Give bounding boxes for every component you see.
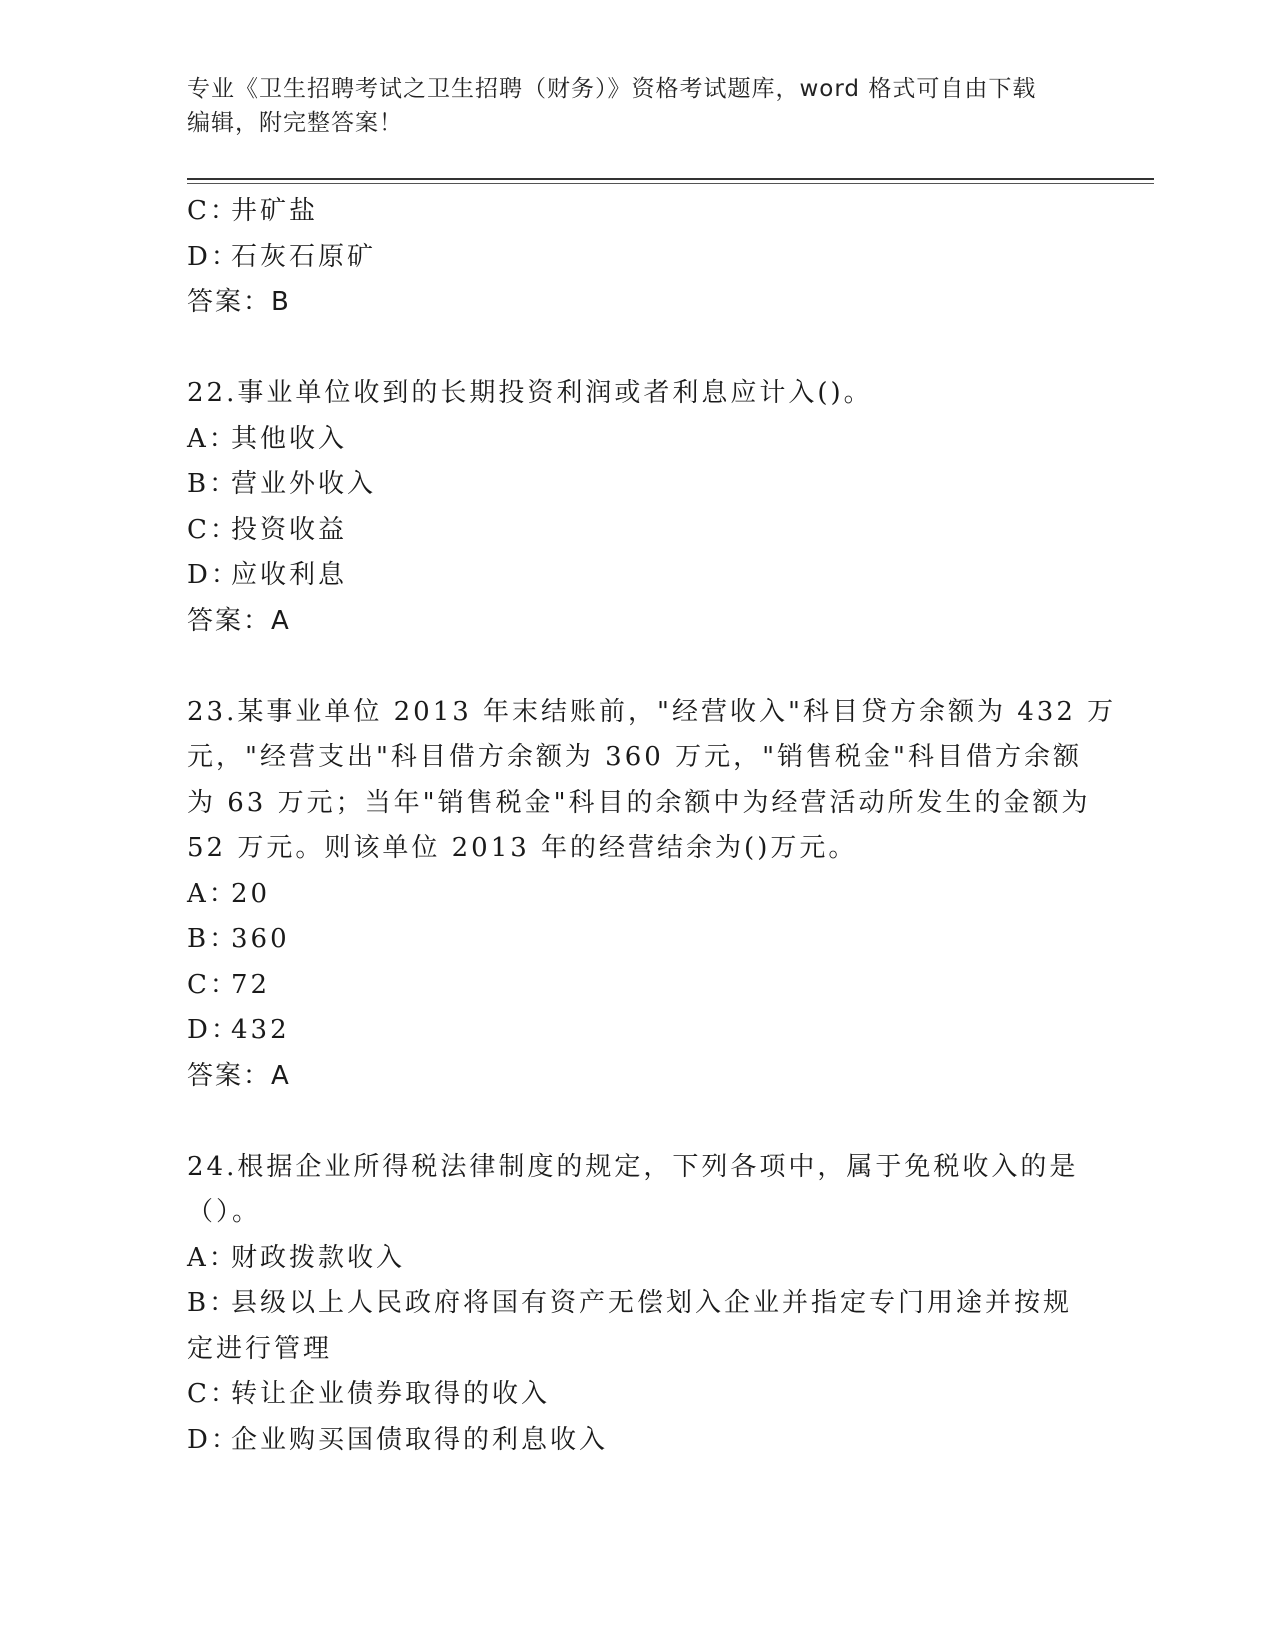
- option-text: 石灰石原矿: [231, 241, 377, 272]
- option-key: A：: [187, 423, 238, 454]
- option-text: 营业外收入: [231, 469, 377, 499]
- option-b-continuation: 定进行管理: [187, 1333, 333, 1364]
- question-stem-line: （）。: [187, 1197, 262, 1227]
- option-text: 360: [231, 924, 290, 954]
- answer-label: 答案：A: [187, 605, 291, 636]
- question-21-tail: [187, 189, 1087, 326]
- option-a: [187, 1236, 1087, 1282]
- question-stem-line: 元，"经营支出"科目借方余额为 360 万元，"销售税金"科目借方余额: [187, 742, 1082, 772]
- option-d: [187, 235, 1087, 281]
- header-divider-thick: [187, 178, 1154, 180]
- option-key: C：: [187, 196, 239, 226]
- option-text: 转让企业债券取得的收入: [231, 1379, 551, 1409]
- option-text: 县级以上人民政府将国有资产无偿划入企业并指定专门用途并按规: [231, 1288, 1073, 1318]
- spacer: [187, 1099, 1087, 1145]
- question-stem-line: 为 63 万元；当年"销售税金"科目的余额中为经营活动所发生的金额为: [187, 787, 1091, 818]
- option-c: [187, 963, 1087, 1009]
- option-key: D：: [187, 241, 240, 272]
- option-key: A：: [187, 1242, 238, 1273]
- option-c: [187, 1372, 1087, 1418]
- option-key: A：: [187, 878, 238, 909]
- option-key: C：: [187, 514, 239, 545]
- option-d: [187, 553, 1087, 599]
- option-text: 企业购买国债取得的利息收入: [231, 1424, 609, 1455]
- document-header: [187, 72, 1067, 140]
- option-key: D：: [187, 560, 240, 590]
- answer-label: 答案：A: [187, 1060, 291, 1091]
- option-text: 应收利息: [231, 560, 348, 590]
- header-divider-thin: [187, 183, 1154, 184]
- question-stem-line: 24.根据企业所得税法律制度的规定，下列各项中，属于免税收入的是: [187, 1151, 1079, 1182]
- header-line-1: 专业《卫生招聘考试之卫生招聘（财务）》资格考试题库，word 格式可自由下载: [187, 76, 1037, 102]
- question-content: [187, 189, 1117, 1463]
- option-d: [187, 1008, 1087, 1054]
- header-line-2: 编辑，附完整答案！: [187, 110, 403, 136]
- option-a: [187, 417, 1087, 463]
- option-text: 72: [231, 969, 271, 1000]
- answer-label: 答案：B: [187, 287, 291, 317]
- option-c: [187, 508, 1087, 554]
- option-key: D：: [187, 1015, 240, 1045]
- option-key: D：: [187, 1424, 240, 1455]
- option-key: C：: [187, 1379, 239, 1409]
- option-text: 20: [231, 878, 271, 909]
- question-stem-line: 52 万元。则该单位 2013 年的经营结余为()万元。: [187, 833, 858, 863]
- spacer: [187, 644, 1087, 690]
- option-a: [187, 872, 1087, 918]
- question-stem: 22.事业单位收到的长期投资利润或者利息应计入()。: [187, 378, 873, 408]
- option-text: 财政拨款收入: [231, 1242, 406, 1273]
- option-key: C：: [187, 969, 239, 1000]
- option-key: B：: [187, 924, 239, 954]
- option-key: B：: [187, 469, 239, 499]
- option-b: [187, 1281, 1087, 1327]
- question-23: [187, 690, 1117, 1100]
- option-b: [187, 462, 1087, 508]
- option-b: [187, 917, 1087, 963]
- option-d: [187, 1418, 1087, 1464]
- option-text: 其他收入: [231, 423, 348, 454]
- spacer: [187, 326, 1087, 372]
- option-text: 投资收益: [231, 514, 348, 545]
- question-stem-line: 23.某事业单位 2013 年末结账前，"经营收入"科目贷方余额为 432 万: [187, 696, 1117, 727]
- option-key: B：: [187, 1288, 239, 1318]
- option-text: 432: [231, 1015, 290, 1045]
- option-text: 井矿盐: [231, 196, 319, 226]
- option-c: [187, 189, 1087, 235]
- question-22: [187, 371, 1087, 644]
- question-24: [187, 1145, 1087, 1464]
